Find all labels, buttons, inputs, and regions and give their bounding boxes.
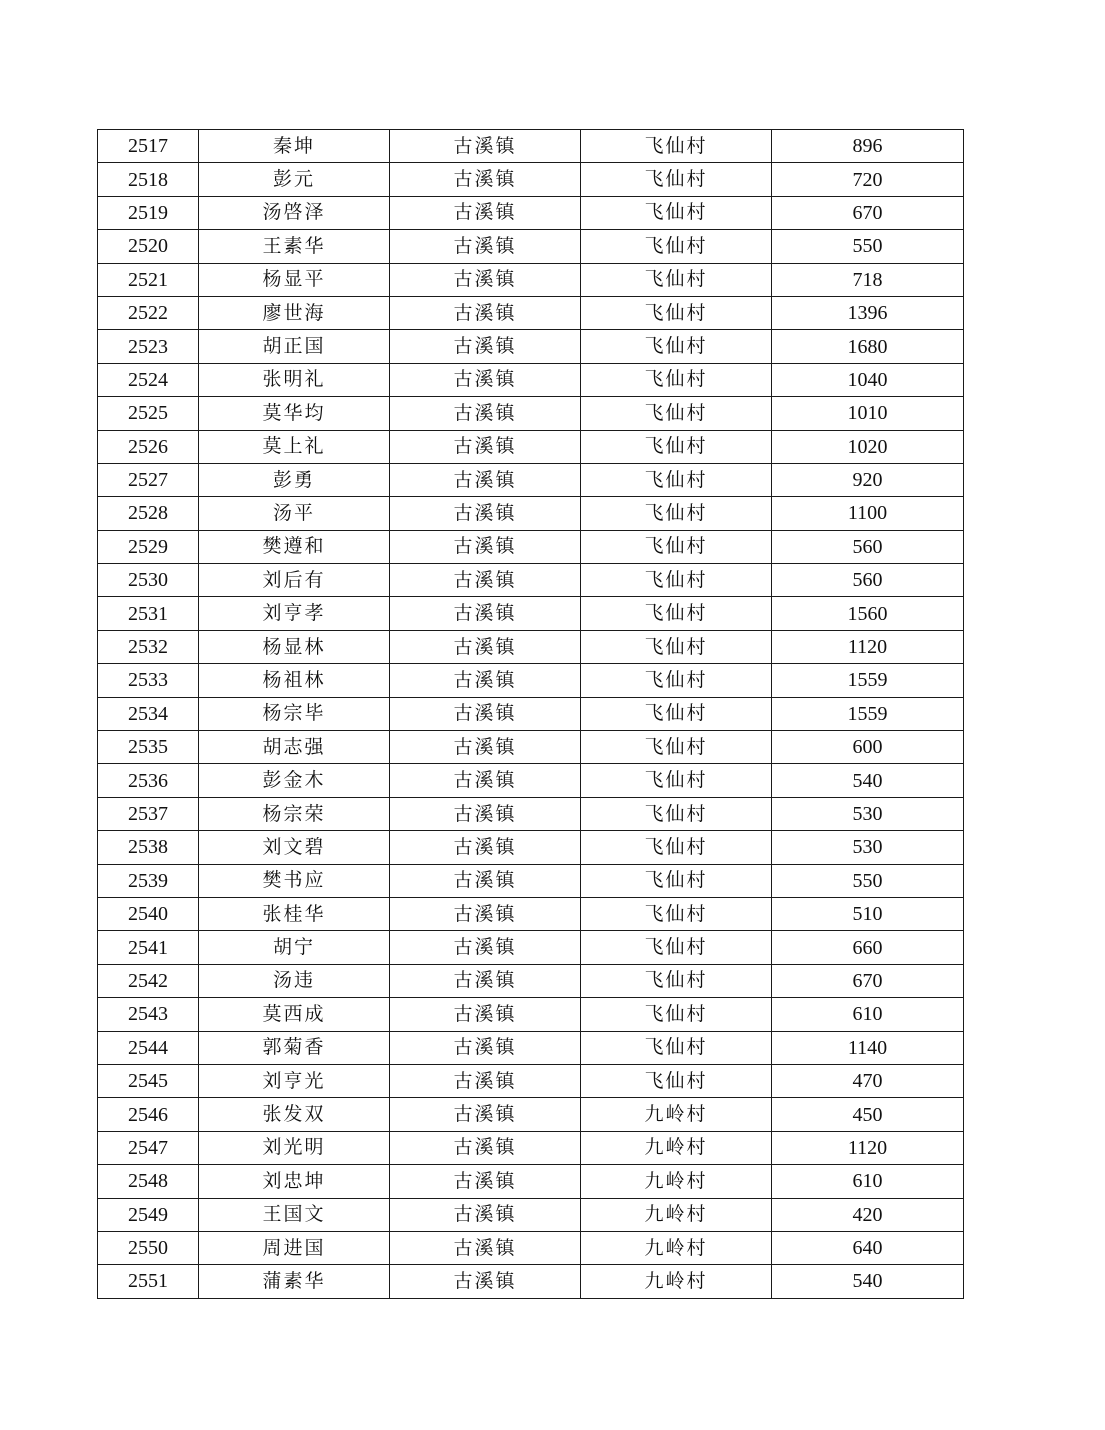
serial-number-cell: 2542	[98, 964, 199, 997]
serial-number-cell: 2536	[98, 764, 199, 797]
town-cell: 古溪镇	[390, 330, 581, 363]
amount-cell: 1120	[772, 630, 964, 663]
village-cell: 九岭村	[581, 1198, 772, 1231]
table-row	[98, 1231, 964, 1264]
town-cell: 古溪镇	[390, 597, 581, 630]
serial-number-cell: 2537	[98, 797, 199, 830]
amount-cell: 1560	[772, 597, 964, 630]
serial-number-cell: 2524	[98, 363, 199, 396]
table-row	[98, 897, 964, 930]
village-cell: 飞仙村	[581, 697, 772, 730]
village-cell: 飞仙村	[581, 163, 772, 196]
amount-cell: 1680	[772, 330, 964, 363]
amount-cell: 560	[772, 564, 964, 597]
serial-number-cell: 2540	[98, 897, 199, 930]
town-cell: 古溪镇	[390, 797, 581, 830]
village-cell: 飞仙村	[581, 597, 772, 630]
amount-cell: 896	[772, 130, 964, 163]
serial-number-cell: 2549	[98, 1198, 199, 1231]
name-cell: 刘忠坤	[199, 1165, 390, 1198]
table-row	[98, 263, 964, 296]
serial-number-cell: 2548	[98, 1165, 199, 1198]
amount-cell: 610	[772, 998, 964, 1031]
town-cell: 古溪镇	[390, 130, 581, 163]
serial-number-cell: 2534	[98, 697, 199, 730]
town-cell: 古溪镇	[390, 764, 581, 797]
name-cell: 刘后有	[199, 564, 390, 597]
serial-number-cell: 2547	[98, 1131, 199, 1164]
village-cell: 飞仙村	[581, 630, 772, 663]
name-cell: 莫西成	[199, 998, 390, 1031]
amount-cell: 670	[772, 196, 964, 229]
village-cell: 飞仙村	[581, 296, 772, 329]
town-cell: 古溪镇	[390, 864, 581, 897]
village-cell: 飞仙村	[581, 797, 772, 830]
serial-number-cell: 2546	[98, 1098, 199, 1131]
amount-cell: 450	[772, 1098, 964, 1131]
table-row	[98, 731, 964, 764]
serial-number-cell: 2525	[98, 397, 199, 430]
table-row	[98, 430, 964, 463]
amount-cell: 1120	[772, 1131, 964, 1164]
serial-number-cell: 2529	[98, 530, 199, 563]
serial-number-cell: 2544	[98, 1031, 199, 1064]
table-row	[98, 363, 964, 396]
town-cell: 古溪镇	[390, 163, 581, 196]
amount-cell: 510	[772, 897, 964, 930]
table-row	[98, 1131, 964, 1164]
table-row	[98, 1265, 964, 1298]
village-cell: 飞仙村	[581, 864, 772, 897]
town-cell: 古溪镇	[390, 1098, 581, 1131]
serial-number-cell: 2523	[98, 330, 199, 363]
amount-cell: 530	[772, 831, 964, 864]
town-cell: 古溪镇	[390, 1131, 581, 1164]
name-cell: 张桂华	[199, 897, 390, 930]
village-cell: 九岭村	[581, 1165, 772, 1198]
name-cell: 杨宗荣	[199, 797, 390, 830]
town-cell: 古溪镇	[390, 1064, 581, 1097]
name-cell: 彭勇	[199, 463, 390, 496]
village-cell: 飞仙村	[581, 497, 772, 530]
table-row	[98, 1098, 964, 1131]
serial-number-cell: 2532	[98, 630, 199, 663]
serial-number-cell: 2545	[98, 1064, 199, 1097]
amount-cell: 670	[772, 964, 964, 997]
town-cell: 古溪镇	[390, 1231, 581, 1264]
town-cell: 古溪镇	[390, 196, 581, 229]
table-row	[98, 130, 964, 163]
name-cell: 汤违	[199, 964, 390, 997]
village-cell: 飞仙村	[581, 564, 772, 597]
name-cell: 刘亨孝	[199, 597, 390, 630]
name-cell: 蒲素华	[199, 1265, 390, 1298]
serial-number-cell: 2517	[98, 130, 199, 163]
village-cell: 九岭村	[581, 1131, 772, 1164]
name-cell: 秦坤	[199, 130, 390, 163]
data-table	[97, 129, 964, 1299]
village-cell: 飞仙村	[581, 831, 772, 864]
table-row	[98, 764, 964, 797]
amount-cell: 550	[772, 230, 964, 263]
serial-number-cell: 2522	[98, 296, 199, 329]
town-cell: 古溪镇	[390, 397, 581, 430]
town-cell: 古溪镇	[390, 931, 581, 964]
amount-cell: 550	[772, 864, 964, 897]
table-row	[98, 664, 964, 697]
village-cell: 飞仙村	[581, 263, 772, 296]
serial-number-cell: 2541	[98, 931, 199, 964]
town-cell: 古溪镇	[390, 831, 581, 864]
table-row	[98, 831, 964, 864]
name-cell: 刘文碧	[199, 831, 390, 864]
village-cell: 飞仙村	[581, 664, 772, 697]
town-cell: 古溪镇	[390, 564, 581, 597]
amount-cell: 1559	[772, 664, 964, 697]
amount-cell: 1040	[772, 363, 964, 396]
table-row	[98, 196, 964, 229]
town-cell: 古溪镇	[390, 430, 581, 463]
village-cell: 飞仙村	[581, 1031, 772, 1064]
village-cell: 飞仙村	[581, 764, 772, 797]
town-cell: 古溪镇	[390, 964, 581, 997]
serial-number-cell: 2538	[98, 831, 199, 864]
village-cell: 飞仙村	[581, 731, 772, 764]
amount-cell: 540	[772, 764, 964, 797]
name-cell: 杨祖林	[199, 664, 390, 697]
name-cell: 胡志强	[199, 731, 390, 764]
town-cell: 古溪镇	[390, 697, 581, 730]
amount-cell: 540	[772, 1265, 964, 1298]
table-row	[98, 697, 964, 730]
name-cell: 杨显林	[199, 630, 390, 663]
serial-number-cell: 2527	[98, 463, 199, 496]
town-cell: 古溪镇	[390, 463, 581, 496]
serial-number-cell: 2530	[98, 564, 199, 597]
village-cell: 飞仙村	[581, 330, 772, 363]
name-cell: 莫华均	[199, 397, 390, 430]
serial-number-cell: 2526	[98, 430, 199, 463]
name-cell: 王国文	[199, 1198, 390, 1231]
name-cell: 胡宁	[199, 931, 390, 964]
table-row	[98, 397, 964, 430]
serial-number-cell: 2539	[98, 864, 199, 897]
serial-number-cell: 2550	[98, 1231, 199, 1264]
town-cell: 古溪镇	[390, 664, 581, 697]
town-cell: 古溪镇	[390, 998, 581, 1031]
village-cell: 飞仙村	[581, 130, 772, 163]
village-cell: 九岭村	[581, 1098, 772, 1131]
table-row	[98, 864, 964, 897]
town-cell: 古溪镇	[390, 897, 581, 930]
name-cell: 樊遵和	[199, 530, 390, 563]
name-cell: 胡正国	[199, 330, 390, 363]
village-cell: 飞仙村	[581, 196, 772, 229]
amount-cell: 1010	[772, 397, 964, 430]
amount-cell: 1140	[772, 1031, 964, 1064]
name-cell: 刘亨光	[199, 1064, 390, 1097]
amount-cell: 1100	[772, 497, 964, 530]
serial-number-cell: 2521	[98, 263, 199, 296]
amount-cell: 720	[772, 163, 964, 196]
village-cell: 飞仙村	[581, 363, 772, 396]
name-cell: 汤平	[199, 497, 390, 530]
table-row	[98, 163, 964, 196]
amount-cell: 660	[772, 931, 964, 964]
village-cell: 飞仙村	[581, 998, 772, 1031]
town-cell: 古溪镇	[390, 1031, 581, 1064]
table-row	[98, 1031, 964, 1064]
serial-number-cell: 2528	[98, 497, 199, 530]
amount-cell: 920	[772, 463, 964, 496]
village-cell: 九岭村	[581, 1231, 772, 1264]
village-cell: 九岭村	[581, 1265, 772, 1298]
village-cell: 飞仙村	[581, 463, 772, 496]
table-row	[98, 296, 964, 329]
town-cell: 古溪镇	[390, 1265, 581, 1298]
name-cell: 王素华	[199, 230, 390, 263]
town-cell: 古溪镇	[390, 497, 581, 530]
table-row	[98, 597, 964, 630]
town-cell: 古溪镇	[390, 296, 581, 329]
amount-cell: 470	[772, 1064, 964, 1097]
amount-cell: 420	[772, 1198, 964, 1231]
table-row	[98, 497, 964, 530]
name-cell: 郭菊香	[199, 1031, 390, 1064]
amount-cell: 600	[772, 731, 964, 764]
name-cell: 杨宗毕	[199, 697, 390, 730]
table-row	[98, 797, 964, 830]
name-cell: 彭金木	[199, 764, 390, 797]
town-cell: 古溪镇	[390, 731, 581, 764]
table-row	[98, 530, 964, 563]
serial-number-cell: 2543	[98, 998, 199, 1031]
name-cell: 张明礼	[199, 363, 390, 396]
amount-cell: 1396	[772, 296, 964, 329]
village-cell: 飞仙村	[581, 897, 772, 930]
name-cell: 彭元	[199, 163, 390, 196]
town-cell: 古溪镇	[390, 230, 581, 263]
serial-number-cell: 2533	[98, 664, 199, 697]
table-row	[98, 1165, 964, 1198]
name-cell: 樊书应	[199, 864, 390, 897]
table-row	[98, 931, 964, 964]
amount-cell: 1559	[772, 697, 964, 730]
town-cell: 古溪镇	[390, 530, 581, 563]
table-body	[98, 130, 964, 1299]
name-cell: 刘光明	[199, 1131, 390, 1164]
amount-cell: 640	[772, 1231, 964, 1264]
town-cell: 古溪镇	[390, 630, 581, 663]
name-cell: 张发双	[199, 1098, 390, 1131]
amount-cell: 530	[772, 797, 964, 830]
village-cell: 飞仙村	[581, 931, 772, 964]
town-cell: 古溪镇	[390, 263, 581, 296]
table-row	[98, 1198, 964, 1231]
table-row	[98, 1064, 964, 1097]
serial-number-cell: 2518	[98, 163, 199, 196]
village-cell: 飞仙村	[581, 230, 772, 263]
amount-cell: 1020	[772, 430, 964, 463]
name-cell: 莫上礼	[199, 430, 390, 463]
amount-cell: 718	[772, 263, 964, 296]
serial-number-cell: 2519	[98, 196, 199, 229]
amount-cell: 560	[772, 530, 964, 563]
serial-number-cell: 2520	[98, 230, 199, 263]
village-cell: 飞仙村	[581, 397, 772, 430]
town-cell: 古溪镇	[390, 1165, 581, 1198]
serial-number-cell: 2551	[98, 1265, 199, 1298]
village-cell: 飞仙村	[581, 530, 772, 563]
table-row	[98, 964, 964, 997]
name-cell: 汤啓泽	[199, 196, 390, 229]
serial-number-cell: 2531	[98, 597, 199, 630]
table-row	[98, 564, 964, 597]
name-cell: 周进国	[199, 1231, 390, 1264]
table-row	[98, 630, 964, 663]
serial-number-cell: 2535	[98, 731, 199, 764]
village-cell: 飞仙村	[581, 1064, 772, 1097]
village-cell: 飞仙村	[581, 430, 772, 463]
amount-cell: 610	[772, 1165, 964, 1198]
name-cell: 杨显平	[199, 263, 390, 296]
table-row	[98, 230, 964, 263]
name-cell: 廖世海	[199, 296, 390, 329]
table-row	[98, 998, 964, 1031]
town-cell: 古溪镇	[390, 363, 581, 396]
table-row	[98, 330, 964, 363]
table-row	[98, 463, 964, 496]
village-cell: 飞仙村	[581, 964, 772, 997]
town-cell: 古溪镇	[390, 1198, 581, 1231]
